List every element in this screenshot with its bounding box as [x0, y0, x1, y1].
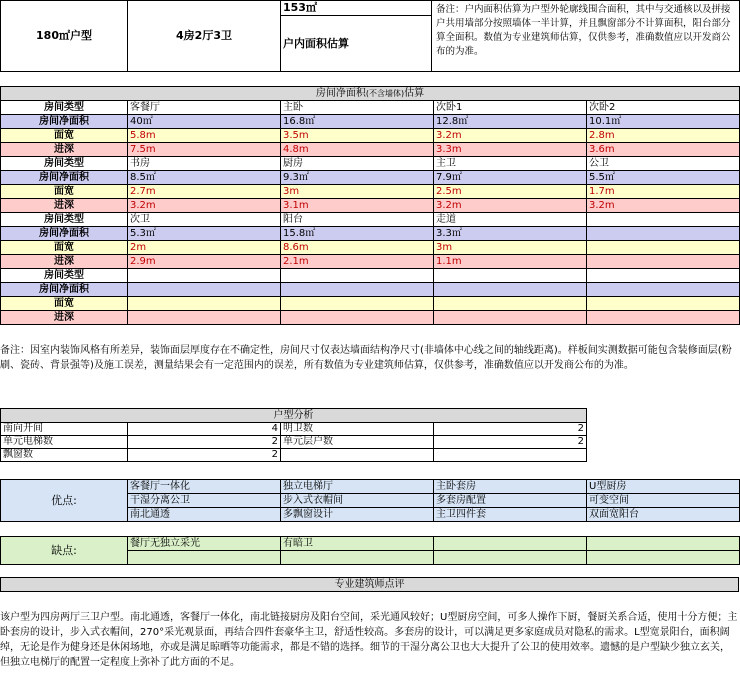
- analysis-cell: [281, 449, 434, 462]
- analysis-row: [1, 436, 587, 449]
- analysis-row: [1, 423, 587, 436]
- room-cell: 5.5㎡: [587, 171, 740, 185]
- room-cell: [128, 269, 281, 283]
- room-row-width: [1, 185, 740, 199]
- analysis-cell: 单元层户数: [281, 436, 434, 449]
- room-cell: 1.1m: [434, 255, 587, 269]
- room-area-title: 房间净面积(不含墙体)估算: [1, 87, 740, 101]
- room-cell: 8.6m: [281, 241, 434, 255]
- analysis-title: 户型分析: [1, 409, 587, 423]
- cons-label: 缺点:: [1, 537, 128, 565]
- room-cell: 3m: [281, 185, 434, 199]
- cons-item: 有暗卫: [281, 537, 434, 551]
- cons-item: 餐厅无独立采光: [128, 537, 281, 551]
- room-row-label: 进深: [1, 199, 128, 213]
- header-note: 备注：户内面积估算为户型外轮廓线围合面积，其中与交通核以及拼接户共用墙部分按照墙体一半计算，并且飘窗部分不计算面积，阳台部分算全面积。数值为专业建筑师估算，仅供参考，准确数值应以开发商公布的为准。: [432, 1, 740, 72]
- room-cell: [128, 311, 281, 325]
- room-row-area: [1, 283, 740, 297]
- pros-item: 客餐厅一体化: [128, 480, 281, 494]
- room-cell: [434, 311, 587, 325]
- analysis-cell: 2: [128, 436, 281, 449]
- room-cell: [587, 283, 740, 297]
- room-cell: 2m: [128, 241, 281, 255]
- cons-row: [1, 537, 740, 551]
- room-cell: 次卫: [128, 213, 281, 227]
- room-cell: 厨房: [281, 157, 434, 171]
- area-label: 户内面积估算: [281, 16, 432, 72]
- pros-label: 优点:: [1, 480, 128, 522]
- review-table: [0, 577, 739, 592]
- room-row-label: 面宽: [1, 185, 128, 199]
- pros-item: 步入式衣帽间: [281, 494, 434, 508]
- room-cell: 次卧2: [587, 101, 740, 115]
- room-row-depth: [1, 255, 740, 269]
- room-cell: [128, 297, 281, 311]
- room-cell: 2.7m: [128, 185, 281, 199]
- room-cell: 40㎡: [128, 115, 281, 129]
- analysis-cell: 2: [434, 436, 587, 449]
- room-cell: 1.7m: [587, 185, 740, 199]
- room-row-type: [1, 269, 740, 283]
- room-cell: 3.2m: [434, 129, 587, 143]
- room-row-depth: [1, 143, 740, 157]
- analysis-cell: [434, 449, 587, 462]
- layout-type: 4房2厅3卫: [128, 1, 281, 72]
- room-cell: [434, 297, 587, 311]
- room-area-table: [0, 86, 740, 325]
- room-cell: [281, 311, 434, 325]
- analysis-cell: 飘窗数: [1, 449, 128, 462]
- pros-row: [1, 480, 740, 494]
- room-row-label: 房间类型: [1, 269, 128, 283]
- pros-item: 双面宽阳台: [587, 508, 740, 522]
- room-row-label: 房间类型: [1, 157, 128, 171]
- room-row-label: 房间类型: [1, 101, 128, 115]
- analysis-cell: 明卫数: [281, 423, 434, 436]
- room-row-label: 房间净面积: [1, 283, 128, 297]
- pros-item: U型厨房: [587, 480, 740, 494]
- room-cell: 3.3m: [434, 143, 587, 157]
- room-cell: 主卫: [434, 157, 587, 171]
- room-row-label: 进深: [1, 311, 128, 325]
- pros-item: 南北通透: [128, 508, 281, 522]
- room-row-area: [1, 115, 740, 129]
- room-row-label: 进深: [1, 143, 128, 157]
- room-cell: 5.8m: [128, 129, 281, 143]
- room-cell: [587, 255, 740, 269]
- cons-item: [434, 551, 587, 565]
- room-cell: 3.2m: [587, 199, 740, 213]
- room-row-area: [1, 227, 740, 241]
- room-row-depth: [1, 199, 740, 213]
- room-cell: 12.8㎡: [434, 115, 587, 129]
- room-row-type: [1, 213, 740, 227]
- room-row-label: 房间净面积: [1, 227, 128, 241]
- room-note: 备注：因室内装饰风格有所差异，装饰面层厚度存在不确定性，房间尺寸仅表达墙面结构净尺寸(非墙体中心线之间的轴线距离)。样板间实测数据可能包含装修面层(粉刷、瓷砖、背景强等)及施工误差，测量结果会有一定范围内的误差，所有数值为专业建筑师估算，仅供参考，准确数值应以开发商公布的为准。: [0, 345, 732, 371]
- room-cell: 7.5m: [128, 143, 281, 157]
- review-title: 专业建筑师点评: [1, 578, 739, 592]
- room-cell: 2.8m: [587, 129, 740, 143]
- room-cell: 阳台: [281, 213, 434, 227]
- pros-table: [0, 479, 740, 522]
- room-cell: 客餐厅: [128, 101, 281, 115]
- room-row-label: 房间类型: [1, 213, 128, 227]
- header-table: [0, 0, 740, 72]
- analysis-body: [1, 423, 587, 462]
- room-cell: 3.5m: [281, 129, 434, 143]
- pros-item: 干湿分离公卫: [128, 494, 281, 508]
- room-cell: [587, 311, 740, 325]
- room-cell: 3.2m: [128, 199, 281, 213]
- room-cell: [128, 283, 281, 297]
- area-value: 153㎡: [281, 1, 432, 16]
- room-cell: 2.1m: [281, 255, 434, 269]
- room-cell: [587, 227, 740, 241]
- cons-table: [0, 536, 740, 565]
- room-cell: 3.6m: [587, 143, 740, 157]
- room-row-width: [1, 241, 740, 255]
- room-cell: [281, 269, 434, 283]
- room-row-label: 面宽: [1, 241, 128, 255]
- cons-item: [434, 537, 587, 551]
- pros-item: 可变空间: [587, 494, 740, 508]
- room-cell: 10.1㎡: [587, 115, 740, 129]
- cons-item: [587, 551, 740, 565]
- room-cell: 7.9㎡: [434, 171, 587, 185]
- pros-item: 多飘窗设计: [281, 508, 434, 522]
- unit-type: 180㎡户型: [1, 1, 128, 72]
- room-cell: 书房: [128, 157, 281, 171]
- pros-body: [1, 480, 740, 522]
- analysis-cell: 南向开间: [1, 423, 128, 436]
- room-row-depth: [1, 311, 740, 325]
- room-row-type: [1, 101, 740, 115]
- analysis-cell: 4: [128, 423, 281, 436]
- room-cell: 4.8m: [281, 143, 434, 157]
- room-cell: 15.8㎡: [281, 227, 434, 241]
- cons-item: [587, 537, 740, 551]
- room-cell: 3m: [434, 241, 587, 255]
- room-cell: [281, 283, 434, 297]
- room-cell: 3.2m: [434, 199, 587, 213]
- room-row-label: 进深: [1, 255, 128, 269]
- room-cell: 3.3㎡: [434, 227, 587, 241]
- pros-item: 独立电梯厅: [281, 480, 434, 494]
- room-cell: [587, 241, 740, 255]
- room-cell: 主卧: [281, 101, 434, 115]
- room-cell: [587, 297, 740, 311]
- room-row-area: [1, 171, 740, 185]
- analysis-table: [0, 408, 587, 462]
- room-area-body: [1, 101, 740, 325]
- room-cell: 16.8㎡: [281, 115, 434, 129]
- room-cell: 公卫: [587, 157, 740, 171]
- room-cell: 次卧1: [434, 101, 587, 115]
- room-cell: 8.5㎡: [128, 171, 281, 185]
- room-row-label: 房间净面积: [1, 115, 128, 129]
- cons-item: [128, 551, 281, 565]
- analysis-cell: 单元电梯数: [1, 436, 128, 449]
- analysis-cell: 2: [128, 449, 281, 462]
- room-cell: [587, 213, 740, 227]
- analysis-cell: 2: [434, 423, 587, 436]
- room-row-label: 面宽: [1, 297, 128, 311]
- pros-item: 多套房配置: [434, 494, 587, 508]
- room-cell: 2.9m: [128, 255, 281, 269]
- room-cell: 3.1m: [281, 199, 434, 213]
- room-row-type: [1, 157, 740, 171]
- room-cell: 2.5m: [434, 185, 587, 199]
- room-cell: [434, 283, 587, 297]
- room-cell: 走道: [434, 213, 587, 227]
- room-cell: [434, 269, 587, 283]
- room-row-width: [1, 297, 740, 311]
- room-row-label: 房间净面积: [1, 171, 128, 185]
- room-cell: 5.3㎡: [128, 227, 281, 241]
- room-row-label: 面宽: [1, 129, 128, 143]
- room-cell: [587, 269, 740, 283]
- review-text: 该户型为四房两厅三卫户型。南北通透，客餐厅一体化，南北链接厨房及阳台空间，采光通风较好；U型厨房空间，可多人操作下厨，餐厨关系合适，使用十分方便；主卧套房的设计，步入式衣帽间，270°采光观景面，再结合四件套豪华主卫，舒适性较高。多套房的设计，可以满足更多家庭成员对隐私的需求。L型宽景阳台，面积阔绰，无论是作为健身还是休闲场地，亦或是满足晾晒等功能需求，都是不错的选择。细节的干湿分离公卫也大大提升了公卫的使用效率。遗憾的是户型缺少独立玄关，但独立电梯厅的配置一定程度上弥补了此方面的不足。: [0, 612, 738, 668]
- analysis-row: [1, 449, 587, 462]
- cons-body: [1, 537, 740, 565]
- room-cell: 9.3㎡: [281, 171, 434, 185]
- room-cell: [281, 297, 434, 311]
- room-row-width: [1, 129, 740, 143]
- cons-item: [281, 551, 434, 565]
- pros-item: 主卧套房: [434, 480, 587, 494]
- pros-item: 主卫四件套: [434, 508, 587, 522]
